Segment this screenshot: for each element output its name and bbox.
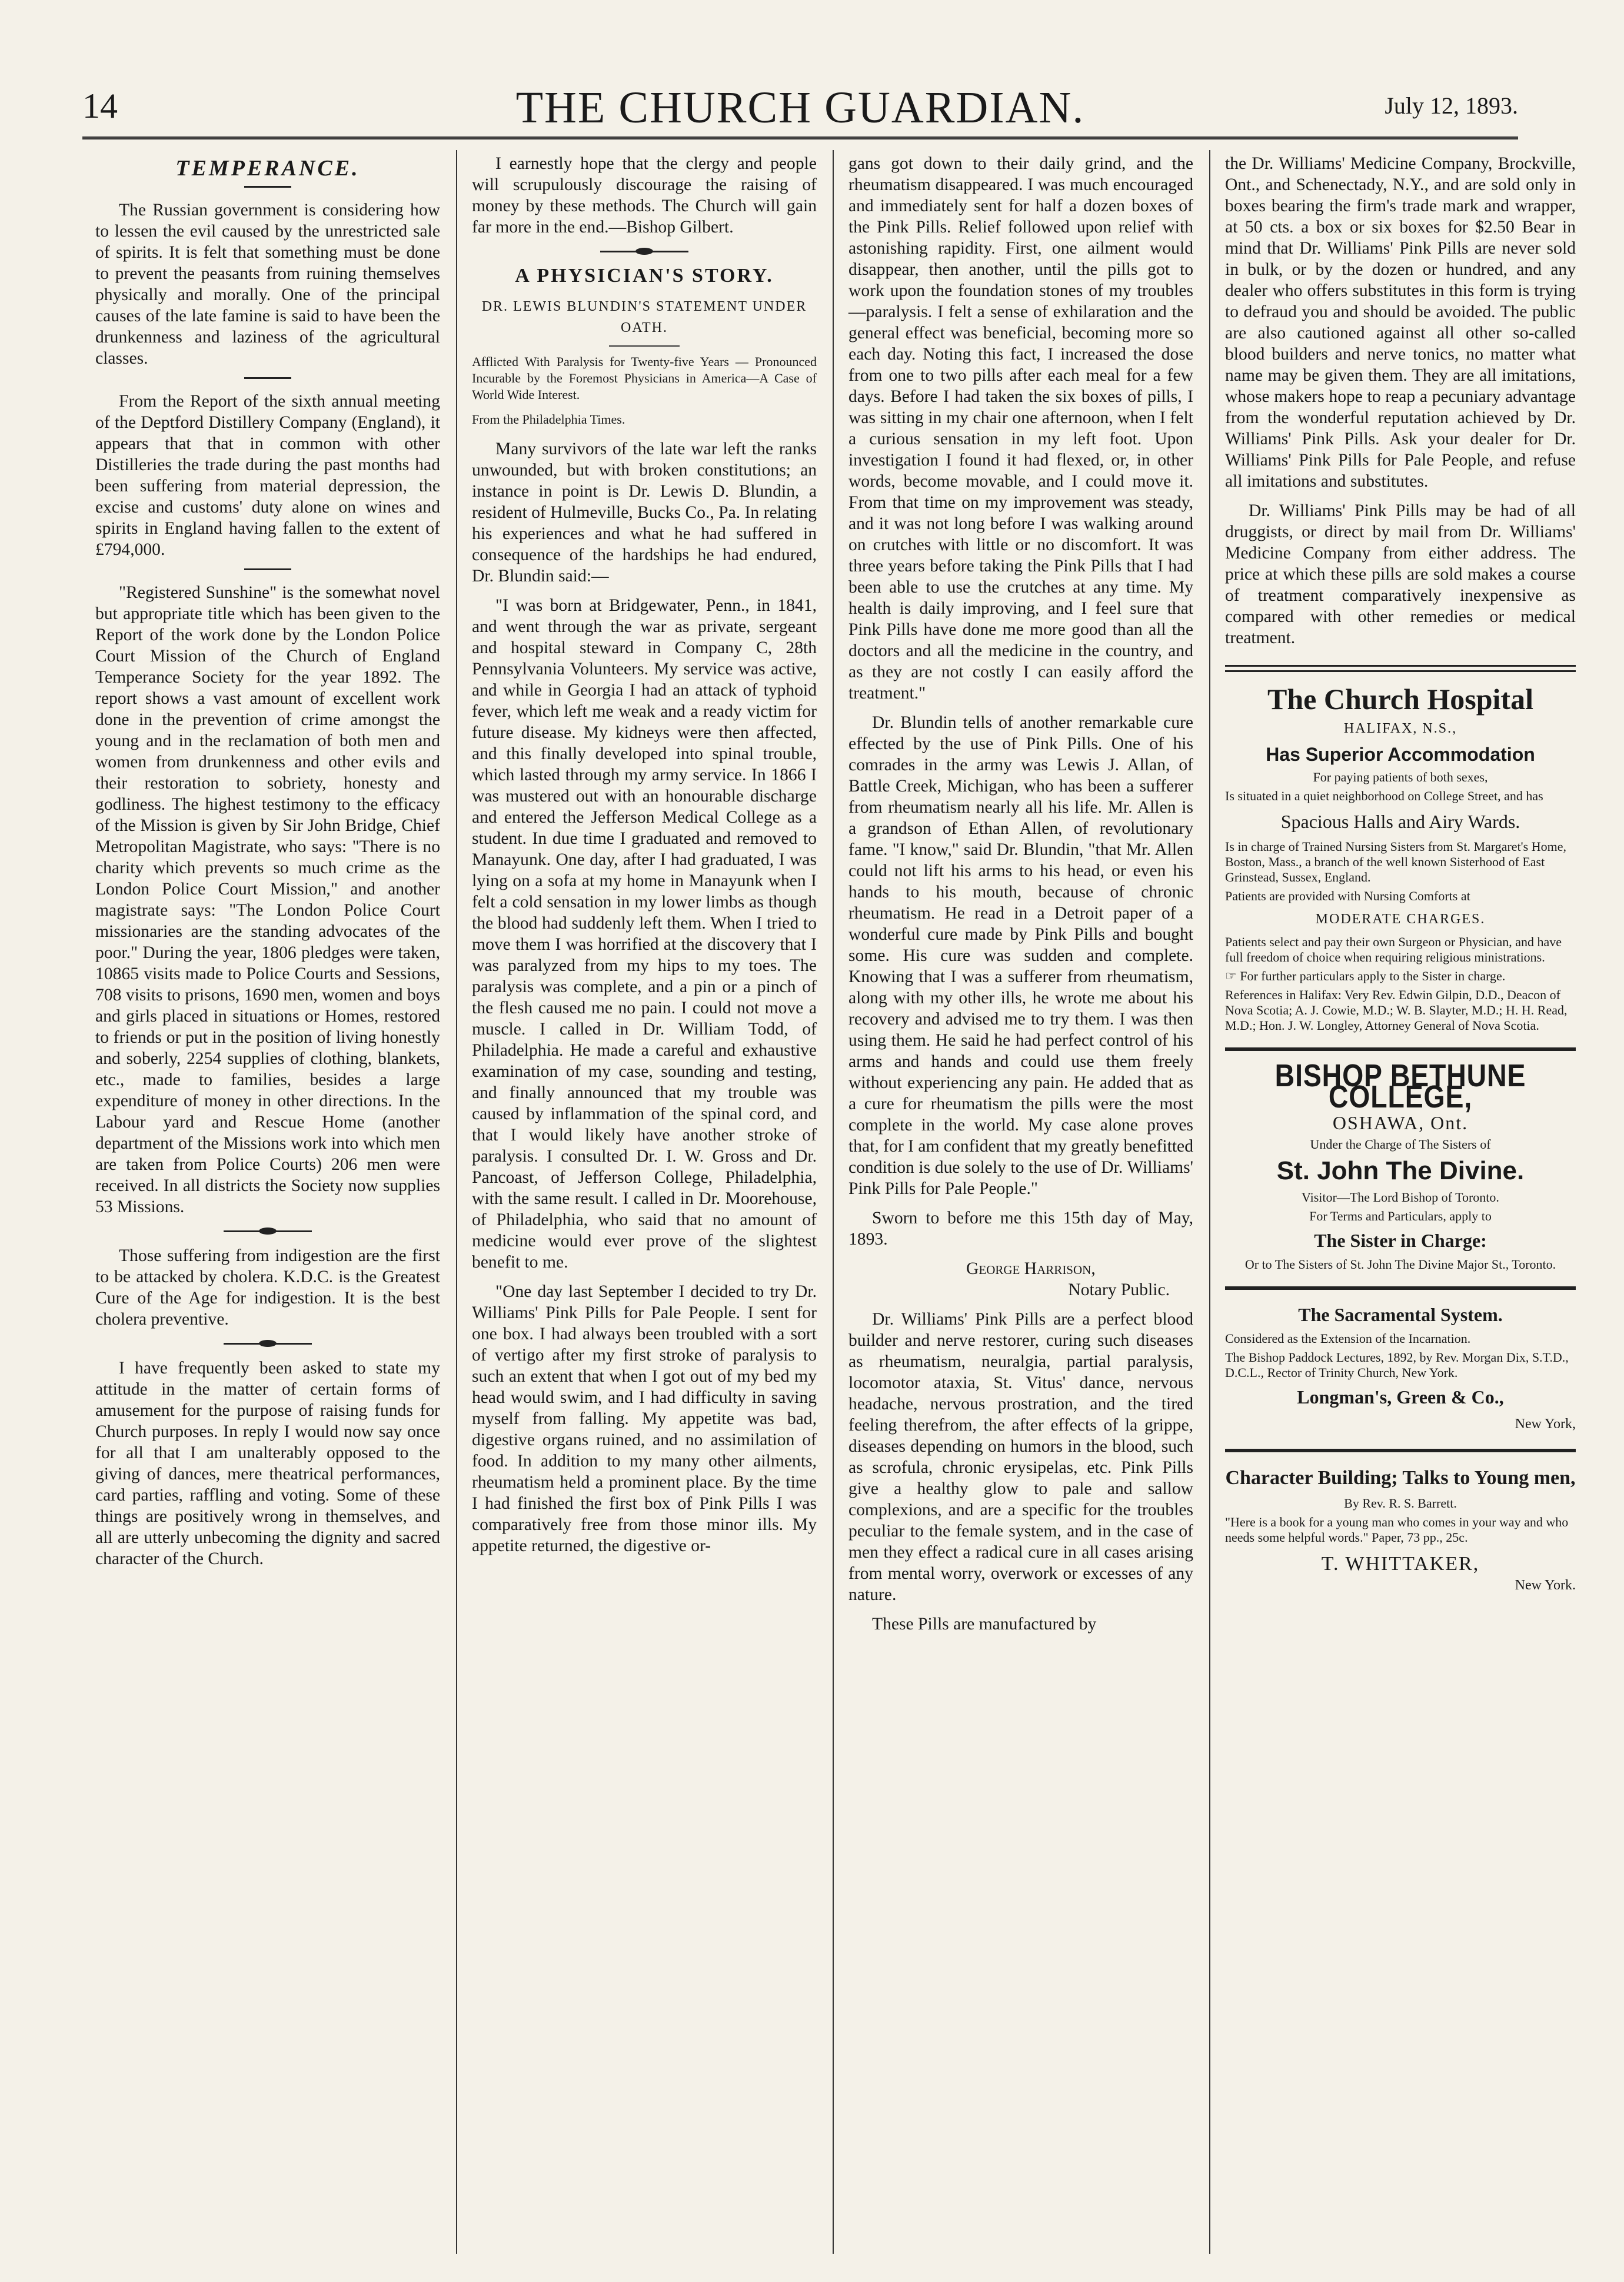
- ad-line: MODERATE CHARGES.: [1315, 912, 1486, 927]
- article-subtitle: DR. LEWIS BLUNDIN'S STATEMENT UNDER OATH.: [481, 299, 807, 335]
- divider: [244, 377, 291, 379]
- ad-line: Or to The Sisters of St. John The Divine Major St., Toronto.: [1244, 1257, 1556, 1272]
- notary-name: George Harrison,: [966, 1259, 1096, 1278]
- book-title: The Sacramental System.: [1298, 1304, 1503, 1325]
- college-town: OSHAWA, Ont.: [1332, 1112, 1469, 1133]
- paragraph: Sworn to before me this 15th day of May, 1893.: [848, 1209, 1193, 1249]
- newspaper-title: THE CHURCH GUARDIAN.: [515, 83, 1085, 132]
- ad-divider: [1225, 1047, 1576, 1051]
- paragraph: Dr. Blundin tells of another remarkable cure effected by the use of Pink Pills. One of his comrades in the army was Lewis J. Allan, of Battle Creek, Michigan, who has been a sufferer from rheumatism nearly all his life. Mr. Allen is a grandson of Ethan Allen, of revolutionary fame. "I know," said Dr. Blundin, "that Mr. Allen could not lift his arms to his head, or even his hands to his mouth, because of chronic rheumatism. He read in a Detroit paper of a wonderful cure made by Pink Pills and bought some. His cure was sudden and complete. Knowing that I was a sufferer from rheumatism, along with my other ills, he wrote me about his recovery and advised me to try them. I was then using them. He said he had perfect control of his arms and hands and could use them freely without experiencing any pain. He added that as a cure for rheumatism the pills were the most complete in the world. My case alone proves that, for I am confident that my greatly benefitted condition is due solely to the use of Dr. Williams' Pink Pills for Pale People.": [848, 713, 1193, 1198]
- ad-line: St. John The Divine.: [1276, 1156, 1525, 1185]
- sacramental-system-ad: [1225, 1304, 1576, 1435]
- article-deck: Afflicted With Paralysis for Twenty-five Years — Pronounced Incurable by the Foremost Physicians in America—A Case of World Wide Interest.: [472, 354, 817, 402]
- ornament-divider: [224, 1343, 312, 1345]
- ornament-divider: [224, 1230, 312, 1232]
- paragraph: Dr. Williams' Pink Pills may be had of all druggists, or direct by mail from Dr. Williams' Medicine Company from either address. The price at which these pills are sold makes a course of treatment comparatively inexpensive as compared with other remedies or medical treatment.: [1225, 501, 1576, 647]
- paragraph: Dr. Williams' Pink Pills are a perfect blood builder and nerve restorer, curing such diseases as rheumatism, neuralgia, partial paralysis, locomotor ataxia, St. Vitus' dance, nervous headache, nervous prostration, and the tired feeling therefrom, the after effects of la grippe, diseases depending on humors in the blood, such as scrofula, chronic erysipelas, etc. Pink Pills give a healthy glow to pale and sallow complexions, and are a specific for the troubles peculiar to the female system, and in the case of men they effect a radical cure in all cases arising from mental worry, overwork or excesses of any nature.: [848, 1310, 1193, 1604]
- article-title: A PHYSICIAN'S STORY.: [515, 265, 774, 287]
- divider: [244, 568, 291, 570]
- seller-city: New York.: [1515, 1578, 1576, 1593]
- column-1: [82, 153, 453, 2254]
- hospital-name: The Church Hospital: [1267, 683, 1533, 716]
- ad-line: Patients select and pay their own Surgeon or Physician, and have full freedom of choice when requiring religious ministrations.: [1225, 934, 1562, 964]
- ad-line: The Bishop Paddock Lectures, 1892, by Rev. Morgan Dix, S.T.D., D.C.L., Rector of Trinity Church, New York.: [1225, 1350, 1569, 1380]
- ad-line: Spacious Halls and Airy Wards.: [1280, 811, 1520, 832]
- column-rule: [833, 150, 834, 2254]
- college-name: BISHOP BETHUNE COLLEGE,: [1274, 1058, 1526, 1115]
- ad-divider: [1225, 665, 1576, 672]
- issue-date: July 12, 1893.: [1385, 92, 1518, 119]
- paragraph: I earnestly hope that the clergy and people will scrupulously discourage the raising of money by these methods. The Church will gain far more in the end.—Bishop Gilbert.: [472, 154, 817, 237]
- paragraph: Many survivors of the late war left the ranks unwounded, but with broken constitutions; an instance in point is Dr. Lewis D. Blundin, a resident of Hulmeville, Bucks Co., Pa. In relating his experiences and what he had suffered in consequence of the hardships he had endured, Dr. Blundin said:—: [472, 440, 817, 586]
- character-building-ad: [1225, 1466, 1576, 1596]
- ad-line: Is situated in a quiet neighborhood on College Street, and has: [1225, 789, 1543, 803]
- paragraph: gans got down to their daily grind, and the rheumatism disappeared. I was much encouraged and immediately sent for half a dozen boxes of the Pink Pills. Relief followed upon relief with astonishing rapidity. First, one ailment would disappear, then another, until the pills got to work upon the foundation stones of my troubles—paralysis. I felt a sense of exhilaration and the general effect was beneficial, becoming more so each day. Noting this fact, I increased the dose from one to two pills after each meal for a few days. Before I had taken the six boxes of pills, I was sitting in my chair one afternoon, when I felt a curious sensation in my left foot. Upon investigation I found it had flexed, or, in other words, become movable, and I could move it. From that time on my improvement was steady, and it was not long before I was walking around on crutches with little or no discomfort. It was three years before taking the Pink Pills that I had been able to use the crutches at any time. My health is daily improving, and I feel sure that Pink Pills have done me more good than all the doctors and all the medicine in the country, and as they are not costly I can easily afford the treatment.": [848, 154, 1193, 703]
- publisher-name: Longman's, Green & Co.,: [1297, 1386, 1504, 1408]
- masthead: [82, 82, 1518, 139]
- church-hospital-ad: [1225, 683, 1576, 1033]
- paragraph: Those suffering from indigestion are the first to be attacked by cholera. K.D.C. is the Greatest Cure of the Age for indigestion. It is the best cholera preventive.: [95, 1246, 440, 1329]
- column-3: [836, 153, 1206, 2254]
- ad-line: For paying patients of both sexes,: [1313, 770, 1488, 784]
- paragraph: These Pills are manufactured by: [872, 1615, 1097, 1634]
- book-title: Character Building; Talks to Young men,: [1225, 1467, 1576, 1489]
- hospital-headline: Has Superior Accommodation: [1266, 744, 1535, 765]
- book-quote: "Here is a book for a young man who comes in your way and who needs some helpful words." Paper, 73 pp., 25c.: [1225, 1515, 1569, 1545]
- publisher-city: New York,: [1515, 1416, 1576, 1432]
- ad-line: For Terms and Particulars, apply to: [1309, 1209, 1492, 1223]
- ad-line: Is in charge of Trained Nursing Sisters from St. Margaret's Home, Boston, Mass., a branch of the well known Sisterhood of East Grinstead, Sussex, England.: [1225, 839, 1566, 884]
- hospital-location: HALIFAX, N.S.,: [1343, 721, 1457, 736]
- paragraph: The Russian government is considering how to lessen the evil caused by the unrestricted sale of spirits. It is felt that something must be done to prevent the peasants from ruining themselves physically and morally. One of the principal causes of the late famine is said to have been the drunkenness and laziness of the agricultural classes.: [95, 201, 440, 368]
- paragraph: From the Report of the sixth annual meeting of the Deptford Distillery Company (England), it appears that that in common with other Distilleries the trade during the past months had been suffering from material depression, the excise and customs' duty alone on wines and spirits in England having fallen to the extent of £794,000.: [95, 392, 440, 559]
- article-source: From the Philadelphia Times.: [472, 412, 625, 427]
- column-rule: [1209, 150, 1210, 2254]
- ad-divider: [1225, 1449, 1576, 1452]
- paragraph: "Registered Sunshine" is the somewhat novel but appropriate title which has been given to the Report of the work done by the London Police Court Mission of the Church of England Temperance Society for the year 1892. The report shows a vast amount of excellent work done in the prevention of crime amongst the young and in the reclamation of both men and women from drunkenness and other evils and their restoration to sobriety, honesty and godliness. The highest testimony to the efficacy of the Mission is given by Sir John Bridge, Chief Metropolitan Magistrate, who says: "There is no charity which prevents so much crime as the London Police Court Mission," and another magistrate says: "The London Police Court missionaries are the standing advocates of the poor." During the year, 1806 pledges were taken, 10865 visits made to Police Courts and Sessions, 708 visits to prisons, 1690 men, women and boys and girls placed in situations or Homes, restored to friends or put in the position of living honestly and soberly, 2254 supplies of clothing, blankets, etc., made to families, besides a large expenditure of money in other directions. In the Labour yard and Rescue Home (another department of the Missions work into which men are taken from Police Courts) 206 men were received. In all districts the Society now supplies 53 Missions.: [95, 583, 440, 1216]
- paragraph: "One day last September I decided to try Dr. Williams' Pink Pills for Pale People. I sent for one box. I had always been troubled with a sort of vertigo after my first stroke of paralysis to such an extent that when I got out of my bed my head would swim, and I had difficulty in saving myself from falling. My appetite was bad, digestive organs ruined, and no assimilation of food. In addition to my many other ailments, rheumatism held a prominent place. By the time I had finished the first box of Pink Pills I was comparatively free from those minor ills. My appetite returned, the digestive or-: [472, 1282, 817, 1555]
- section-title-temperance: TEMPERANCE.: [175, 156, 360, 181]
- paragraph: I have frequently been asked to state my attitude in the matter of certain forms of amusement for the purpose of raising funds for Church purposes. In reply I would now say once for all that I am unalterably opposed to the giving of dances, mere theatrical performances, card parties, raffling and voting. Some of these things are positively wrong in themselves, and all are utterly unbecoming the dignity and sacred character of the Church.: [95, 1359, 440, 1568]
- ad-line: Patients are provided with Nursing Comforts at: [1225, 889, 1470, 903]
- book-author: By Rev. R. S. Barrett.: [1344, 1496, 1457, 1511]
- page-number: 14: [82, 87, 118, 125]
- ad-divider: [1225, 1286, 1576, 1290]
- ad-line: Under the Charge of The Sisters of: [1310, 1137, 1491, 1152]
- ad-line: Visitor—The Lord Bishop of Toronto.: [1302, 1190, 1499, 1205]
- column-rule: [456, 150, 457, 2254]
- column-2: [459, 153, 830, 2254]
- divider: [244, 186, 291, 188]
- seller-name: T. WHITTAKER,: [1321, 1553, 1480, 1575]
- ad-line: ☞ For further particulars apply to the Sister in charge.: [1225, 969, 1506, 983]
- ad-line: The Sister in Charge:: [1314, 1230, 1487, 1251]
- paragraph: "I was born at Bridgewater, Penn., in 1841, and went through the war as private, sergeant and hospital steward in Company C, 28th Pennsylvania Volunteers. My service was active, and while in Georgia I had an attack of typhoid fever, which left me weak and a ready victim for future disease. My kidneys were then affected, and this finally developed into spinal trouble, which lasted through my army service. In 1866 I was mustered out with an honourable discharge and entered the Jefferson Medical College as a student. In due time I graduated and removed to Manayunk. One day, after I had graduated, I was lying on a sofa at my home in Manayunk when I felt a cold sensation in my lower limbs as though the blood had suddenly left them. When I tried to move them I was horrified at the discovery that I was paralyzed from my hips to my toes. The paralysis was complete, and a pin or a pinch of the flesh caused me no pain. I could not move a muscle. I called in Dr. William Todd, of Philadelphia. He made a careful and exhaustive examination of my case, sounding and testing, and finally announced that my trouble was caused by inflammation of the spinal cord, and that I would likely have another stroke of paralysis. I consulted Dr. I. W. Gross and Dr. Pancoast, of Jefferson College, Philadelphia, with the same result. I called in Dr. Moorehouse, of Philadelphia, who said that no amount of medicine would ever prove of the slightest benefit to me.: [472, 596, 817, 1272]
- notary-title: Notary Public.: [1068, 1280, 1170, 1299]
- ad-line: Considered as the Extension of the Incarnation.: [1225, 1331, 1471, 1346]
- divider: [609, 345, 680, 347]
- column-4: [1212, 153, 1589, 2254]
- ornament-divider: [600, 251, 688, 252]
- bishop-bethune-college-ad: [1225, 1058, 1576, 1272]
- paragraph: the Dr. Williams' Medicine Company, Brockville, Ont., and Schenectady, N.Y., and are sold only in boxes bearing the firm's trade mark and wrapper, at 50 cts. a box or six boxes for $2.50 Bear in mind that Dr. Williams' Pink Pills are never sold in bulk, or by the dozen or hundred, and any dealer who offers substitutes in this form is trying to defraud you and should be avoided. The public are also cautioned against all other so-called blood builders and nerve tonics, no matter what name may be given them. They are all imitations, whose makers hope to reap a pecuniary advantage from the wonderful reputation achieved by Dr. Williams' Pink Pills. Ask your dealer for Dr. Williams' Pink Pills for Pale People, and refuse all imitations and substitutes.: [1225, 154, 1576, 491]
- ad-line: References in Halifax: Very Rev. Edwin Gilpin, D.D., Deacon of Nova Scotia; A. J. Cowie, M.D.; W. B. Slayter, M.D.; H. H. Read, M.D.; Hon. J. W. Longley, Attorney General of Nova Scotia.: [1225, 987, 1568, 1033]
